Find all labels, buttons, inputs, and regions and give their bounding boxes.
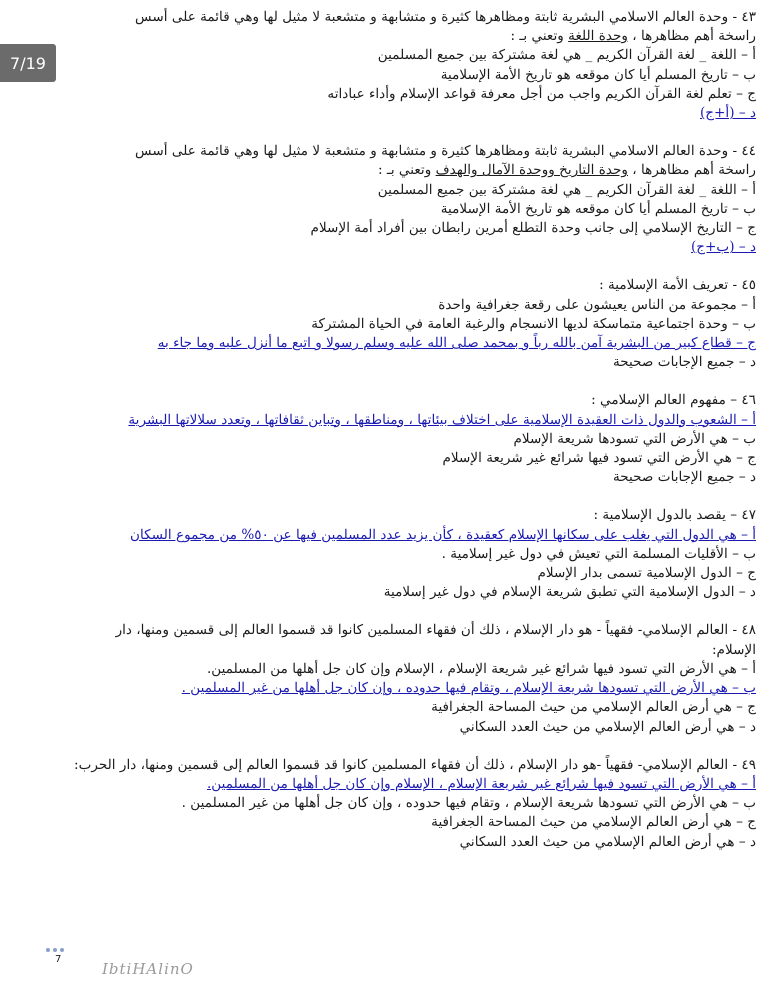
option-b: ب – تاريخ المسلم أيا كان موقعه هو تاريخ الأمة الإسلامية	[440, 66, 756, 83]
question-44	[14, 142, 756, 257]
question-stem: ٤٤ - وحدة العالم الاسلامي البشرية ثابتة ومظاهرها كثيرة و متشابهة و متشعبة لا مثيل لها وهي قائمة على أسس	[135, 143, 756, 160]
question-43	[14, 8, 756, 123]
option-d: د – هي أرض العالم الإسلامي من حيث العدد السكاني	[459, 718, 756, 735]
question-stem-continued: الإسلام:	[711, 641, 756, 658]
question-stem-continued: راسخة أهم مظاهرها ، وحدة اللغة وتعني بـ :	[510, 28, 756, 45]
option-c: ج – الدول الإسلامية تسمى بدار الإسلام	[537, 565, 756, 582]
option-d: د – الدول الإسلامية التي تطبق شريعة الإسلام في دول غير إسلامية	[383, 584, 756, 601]
option-c-correct: ج – قطاع كبير من البشرية آمن بالله رباً و بمحمد صلى الله عليه وسلم رسولا و اتبع ما أنزل عليه وما جاء به	[157, 335, 756, 352]
dots-icon	[46, 948, 64, 952]
option-c: ج – تعلم لغة القرآن الكريم واجب من أجل معرفة قواعد الإسلام وأداء عباداته	[327, 85, 756, 102]
option-a: أ – هي الأرض التي تسود فيها شرائع غير شريعة الإسلام ، الإسلام وإن كان جل أهلها من المسلمين.	[206, 660, 756, 677]
question-48	[14, 621, 756, 736]
page-number: 7	[55, 954, 62, 965]
option-a-correct: أ – هي الأرض التي تسود فيها شرائع غير شريعة الإسلام ، الإسلام وإن كان جل أهلها من المسلمين.	[206, 775, 756, 792]
question-stem: ٤٦ – مفهوم العالم الإسلامي :	[591, 392, 756, 409]
option-b: ب – هي الأرض التي تسودها شريعة الإسلام	[513, 430, 756, 447]
option-d: د – جميع الإجابات صحيحة	[612, 354, 756, 371]
document-body	[14, 8, 756, 871]
option-c: ج – هي الأرض التي تسود فيها شرائع غير شريعة الإسلام	[442, 450, 756, 467]
option-b: ب – الأقليات المسلمة التي تعيش في دول غير إسلامية .	[441, 545, 756, 562]
question-49	[14, 756, 756, 852]
option-a: أ – مجموعة من الناس يعيشون على رقعة جغرافية واحدة	[438, 296, 756, 313]
question-stem: ٤٥ - تعريف الأمة الإسلامية :	[599, 277, 756, 294]
page-counter-badge: 7/19	[0, 44, 56, 82]
question-45	[14, 276, 756, 372]
option-d: د – هي أرض العالم الإسلامي من حيث العدد السكاني	[459, 833, 756, 850]
signature: IbtiHAlinO	[102, 960, 194, 978]
question-stem: ٤٣ - وحدة العالم الاسلامي البشرية ثابتة ومظاهرها كثيرة و متشابهة و متشعبة لا مثيل لها وهي قائمة على أسس	[135, 9, 756, 25]
question-46	[14, 391, 756, 487]
option-c: ج – التاريخ الإسلامي إلى جانب وحدة التطلع أمرين رابطان بين أفراد أمة الإسلام	[310, 220, 756, 237]
option-c: ج – هي أرض العالم الإسلامي من حيث المساحة الجغرافية	[431, 699, 756, 716]
question-stem-continued: راسخة أهم مظاهرها ، وحدة التاريخ ووحدة الآمال والهدف وتعني بـ :	[377, 162, 756, 179]
option-d-correct: د – (ب+ج)	[690, 239, 756, 256]
option-b: ب – تاريخ المسلم أيا كان موقعه هو تاريخ الأمة الإسلامية	[440, 200, 756, 217]
question-stem: ٤٩ - العالم الإسلامي- فقهياً -هو دار الإسلام ، ذلك أن فقهاء المسلمين كانوا قد قسموا العالم إلى قسمين ومنها، دار الحرب:	[74, 756, 756, 773]
option-b-correct: ب – هي الأرض التي تسودها شريعة الإسلام ، وتقام فيها حدوده ، وإن كان جل أهلها من غير المسلمين .	[181, 680, 756, 697]
option-a: أ – اللغة _ لغة القرآن الكريم _ هي لغة مشتركة بين جميع المسلمين	[377, 181, 756, 198]
option-c: ج – هي أرض العالم الإسلامي من حيث المساحة الجغرافية	[431, 814, 756, 831]
option-a-correct: أ – هي الدول التي يغلب على سكانها الإسلام كعقيدة ، كأن يزيد عدد المسلمين فيها عن ٥٠% من مجموع السكان	[130, 526, 756, 543]
option-d: د – جميع الإجابات صحيحة	[612, 469, 756, 486]
option-b: ب – وحدة اجتماعية متماسكة لديها الانسجام والرغبة العامة في الحياة المشتركة	[311, 315, 756, 332]
question-47	[14, 506, 756, 602]
option-a-correct: أ – الشعوب والدول ذات العقيدة الإسلامية على اختلاف بيئاتها ، ومناطقها ، وتباين ثقافاتها ، وتعدد سلالاتها البشرية	[128, 411, 756, 428]
underlined-term: وحدة التاريخ ووحدة الآمال والهدف	[435, 162, 628, 179]
option-b: ب – هي الأرض التي تسودها شريعة الإسلام ، وتقام فيها حدوده ، وإن كان جل أهلها من غير المسلمين .	[181, 795, 756, 812]
option-a: أ – اللغة _ لغة القرآن الكريم _ هي لغة مشتركة بين جميع المسلمين	[377, 47, 756, 64]
underlined-term: وحدة اللغة	[568, 28, 628, 45]
question-stem: ٤٧ – يقصد بالدول الإسلامية :	[593, 507, 756, 524]
question-stem: ٤٨ - العالم الإسلامي- فقهياً - هو دار الإسلام ، ذلك أن فقهاء المسلمين كانوا قد قسموا العالم إلى قسمين ومنها، دار	[115, 622, 756, 639]
option-d-correct: د – (أ+ج)	[699, 105, 756, 122]
